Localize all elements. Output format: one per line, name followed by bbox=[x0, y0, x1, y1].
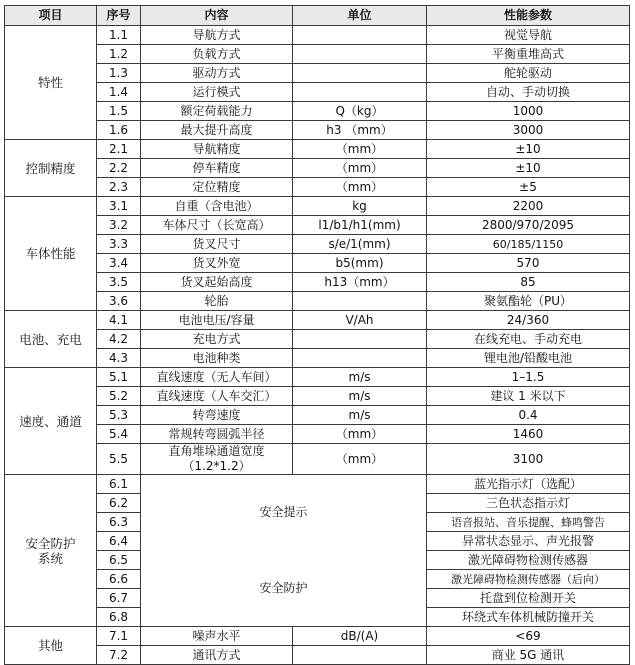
row-no: 1.6 bbox=[97, 121, 141, 140]
row-content: 最大提升高度 bbox=[141, 121, 293, 140]
header-value: 性能参数 bbox=[427, 6, 630, 26]
row-content: 直线速度（无人车间） bbox=[141, 368, 293, 387]
row-no: 3.3 bbox=[97, 235, 141, 254]
row-no: 4.2 bbox=[97, 330, 141, 349]
row-content: 运行模式 bbox=[141, 83, 293, 102]
row-value: ±10 bbox=[427, 140, 630, 159]
row-no: 6.3 bbox=[97, 513, 141, 532]
group-safety-system bbox=[5, 475, 97, 627]
row-value: 环绕式车体机械防撞开关 bbox=[427, 608, 630, 627]
row-content: 驱动方式 bbox=[141, 64, 293, 83]
row-unit bbox=[293, 64, 427, 83]
row-value: ±10 bbox=[427, 159, 630, 178]
merged-safety-hint: 安全提示 bbox=[141, 475, 427, 551]
row-value: 24/360 bbox=[427, 311, 630, 330]
row-no: 1.1 bbox=[97, 26, 141, 45]
table-row bbox=[5, 551, 630, 570]
header-unit: 单位 bbox=[293, 6, 427, 26]
row-unit: kg bbox=[293, 197, 427, 216]
row-value: 商业 5G 通讯 bbox=[427, 646, 630, 665]
row-content: 噪声水平 bbox=[141, 627, 293, 646]
row-value: 激光障碍物检测传感器 bbox=[427, 551, 630, 570]
row-unit: Q（kg） bbox=[293, 102, 427, 121]
header-no: 序号 bbox=[97, 6, 141, 26]
row-unit: h3 （mm） bbox=[293, 121, 427, 140]
row-value: 2200 bbox=[427, 197, 630, 216]
table-row bbox=[5, 627, 630, 646]
spec-table bbox=[4, 5, 630, 665]
row-value: 在线充电、手动充电 bbox=[427, 330, 630, 349]
row-unit bbox=[293, 349, 427, 368]
row-unit bbox=[293, 83, 427, 102]
table-row bbox=[5, 64, 630, 83]
row-value: 蓝光指示灯（选配） bbox=[427, 475, 630, 494]
group-safety-line2: 系统 bbox=[37, 550, 63, 566]
row-unit: b5(mm) bbox=[293, 254, 427, 273]
row-content: 车体尺寸（长宽高） bbox=[141, 216, 293, 235]
table-row bbox=[5, 216, 630, 235]
header-row bbox=[5, 6, 630, 26]
row-content: 导航精度 bbox=[141, 140, 293, 159]
row-content: 充电方式 bbox=[141, 330, 293, 349]
row-value: 视觉导航 bbox=[427, 26, 630, 45]
row-no: 1.4 bbox=[97, 83, 141, 102]
table-row bbox=[5, 254, 630, 273]
row-value: 2800/970/2095 bbox=[427, 216, 630, 235]
row-unit: m/s bbox=[293, 368, 427, 387]
row-no: 6.7 bbox=[97, 589, 141, 608]
group-battery-charging: 电池、充电 bbox=[5, 311, 97, 368]
row-unit bbox=[293, 26, 427, 45]
row-value: <69 bbox=[427, 627, 630, 646]
row-value: 平衡重堆高式 bbox=[427, 45, 630, 64]
row-value: 自动、手动切换 bbox=[427, 83, 630, 102]
row-value: 1000 bbox=[427, 102, 630, 121]
header-item: 项目 bbox=[5, 6, 97, 26]
table-row bbox=[5, 475, 630, 494]
table-row bbox=[5, 292, 630, 311]
row-value: 3000 bbox=[427, 121, 630, 140]
row-content: 负载方式 bbox=[141, 45, 293, 64]
row-value: 0.4 bbox=[427, 406, 630, 425]
row-no: 5.4 bbox=[97, 425, 141, 444]
group-features: 特性 bbox=[5, 26, 97, 140]
table-row bbox=[5, 45, 630, 64]
table-row bbox=[5, 159, 630, 178]
row-content bbox=[141, 444, 293, 475]
table-row bbox=[5, 140, 630, 159]
row-value: 1–1.5 bbox=[427, 368, 630, 387]
table-row bbox=[5, 444, 630, 475]
row-content: 常规转弯圆弧半径 bbox=[141, 425, 293, 444]
row-content: 转弯速度 bbox=[141, 406, 293, 425]
row-content: 货叉外宽 bbox=[141, 254, 293, 273]
row-no: 6.6 bbox=[97, 570, 141, 589]
row-no: 5.3 bbox=[97, 406, 141, 425]
row-unit bbox=[293, 330, 427, 349]
row-no: 5.1 bbox=[97, 368, 141, 387]
table-row bbox=[5, 178, 630, 197]
row-unit bbox=[293, 292, 427, 311]
row-value: 锂电池/铅酸电池 bbox=[427, 349, 630, 368]
row-no: 6.8 bbox=[97, 608, 141, 627]
row-value: 聚氨酯轮（PU） bbox=[427, 292, 630, 311]
group-other: 其他 bbox=[5, 627, 97, 665]
row-value: ±5 bbox=[427, 178, 630, 197]
row-unit: （mm） bbox=[293, 140, 427, 159]
row-unit: m/s bbox=[293, 387, 427, 406]
row-no: 2.2 bbox=[97, 159, 141, 178]
table-row bbox=[5, 235, 630, 254]
group-body-performance: 车体性能 bbox=[5, 197, 97, 311]
row-no: 7.2 bbox=[97, 646, 141, 665]
row-unit bbox=[293, 45, 427, 64]
row-no: 1.5 bbox=[97, 102, 141, 121]
row-unit: l1/b1/h1(mm) bbox=[293, 216, 427, 235]
row-value: 激光障碍物检测传感器（后向） bbox=[427, 570, 630, 589]
row-content: 货叉起始高度 bbox=[141, 273, 293, 292]
row-value: 3100 bbox=[427, 444, 630, 475]
row-value: 托盘到位检测开关 bbox=[427, 589, 630, 608]
row-no: 6.1 bbox=[97, 475, 141, 494]
row-no: 2.1 bbox=[97, 140, 141, 159]
row-no: 7.1 bbox=[97, 627, 141, 646]
table-row bbox=[5, 368, 630, 387]
group-control-precision: 控制精度 bbox=[5, 140, 97, 197]
table-row bbox=[5, 349, 630, 368]
table-row bbox=[5, 406, 630, 425]
row-no: 2.3 bbox=[97, 178, 141, 197]
row-content: 停车精度 bbox=[141, 159, 293, 178]
row-value: 三色状态指示灯 bbox=[427, 494, 630, 513]
row-no: 4.3 bbox=[97, 349, 141, 368]
row-no: 5.5 bbox=[97, 444, 141, 475]
row-no: 4.1 bbox=[97, 311, 141, 330]
row-value: 语音报站、音乐提醒、蜂鸣警告 bbox=[427, 513, 630, 532]
table-row bbox=[5, 273, 630, 292]
row-content: 电池电压/容量 bbox=[141, 311, 293, 330]
row-content: 额定荷载能力 bbox=[141, 102, 293, 121]
row-no: 6.4 bbox=[97, 532, 141, 551]
row-no: 1.2 bbox=[97, 45, 141, 64]
row-unit bbox=[293, 646, 427, 665]
row-value: 建议 1 米以下 bbox=[427, 387, 630, 406]
row-no: 3.2 bbox=[97, 216, 141, 235]
row-content: 货叉尺寸 bbox=[141, 235, 293, 254]
row-no: 3.4 bbox=[97, 254, 141, 273]
row-value: 570 bbox=[427, 254, 630, 273]
row-content-line1: 直角堆垛通道宽度 bbox=[168, 444, 265, 458]
row-value: 1460 bbox=[427, 425, 630, 444]
row-value: 60/185/1150 bbox=[427, 235, 630, 254]
row-unit: dB/(A) bbox=[293, 627, 427, 646]
table-row bbox=[5, 26, 630, 45]
row-content: 导航方式 bbox=[141, 26, 293, 45]
table-row bbox=[5, 102, 630, 121]
row-content: 电池种类 bbox=[141, 349, 293, 368]
row-no: 6.2 bbox=[97, 494, 141, 513]
row-no: 1.3 bbox=[97, 64, 141, 83]
row-content: 通讯方式 bbox=[141, 646, 293, 665]
table-row bbox=[5, 83, 630, 102]
row-unit: h13（mm） bbox=[293, 273, 427, 292]
row-unit: （mm） bbox=[293, 444, 427, 475]
row-unit: （mm） bbox=[293, 425, 427, 444]
table-row bbox=[5, 387, 630, 406]
row-unit: m/s bbox=[293, 406, 427, 425]
row-content: 轮胎 bbox=[141, 292, 293, 311]
group-speed-aisle: 速度、通道 bbox=[5, 368, 97, 475]
row-value: 异常状态显示、声光报警 bbox=[427, 532, 630, 551]
row-no: 5.2 bbox=[97, 387, 141, 406]
row-content-line2: （1.2*1.2） bbox=[182, 459, 251, 473]
table-row bbox=[5, 330, 630, 349]
row-no: 6.5 bbox=[97, 551, 141, 570]
table-row bbox=[5, 311, 630, 330]
row-content: 直线速度（人车交汇） bbox=[141, 387, 293, 406]
table-row bbox=[5, 121, 630, 140]
row-no: 3.6 bbox=[97, 292, 141, 311]
row-unit: （mm） bbox=[293, 159, 427, 178]
table-row bbox=[5, 646, 630, 665]
table-row bbox=[5, 197, 630, 216]
row-content: 定位精度 bbox=[141, 178, 293, 197]
merged-safety-protect: 安全防护 bbox=[141, 551, 427, 627]
row-unit: （mm） bbox=[293, 178, 427, 197]
row-content: 自重（含电池） bbox=[141, 197, 293, 216]
row-value: 85 bbox=[427, 273, 630, 292]
row-value: 舵轮驱动 bbox=[427, 64, 630, 83]
row-no: 3.1 bbox=[97, 197, 141, 216]
row-unit: s/e/1(mm) bbox=[293, 235, 427, 254]
header-content: 内容 bbox=[141, 6, 293, 26]
row-unit: V/Ah bbox=[293, 311, 427, 330]
row-no: 3.5 bbox=[97, 273, 141, 292]
table-row bbox=[5, 425, 630, 444]
group-safety-line1: 安全防护 bbox=[25, 535, 76, 551]
